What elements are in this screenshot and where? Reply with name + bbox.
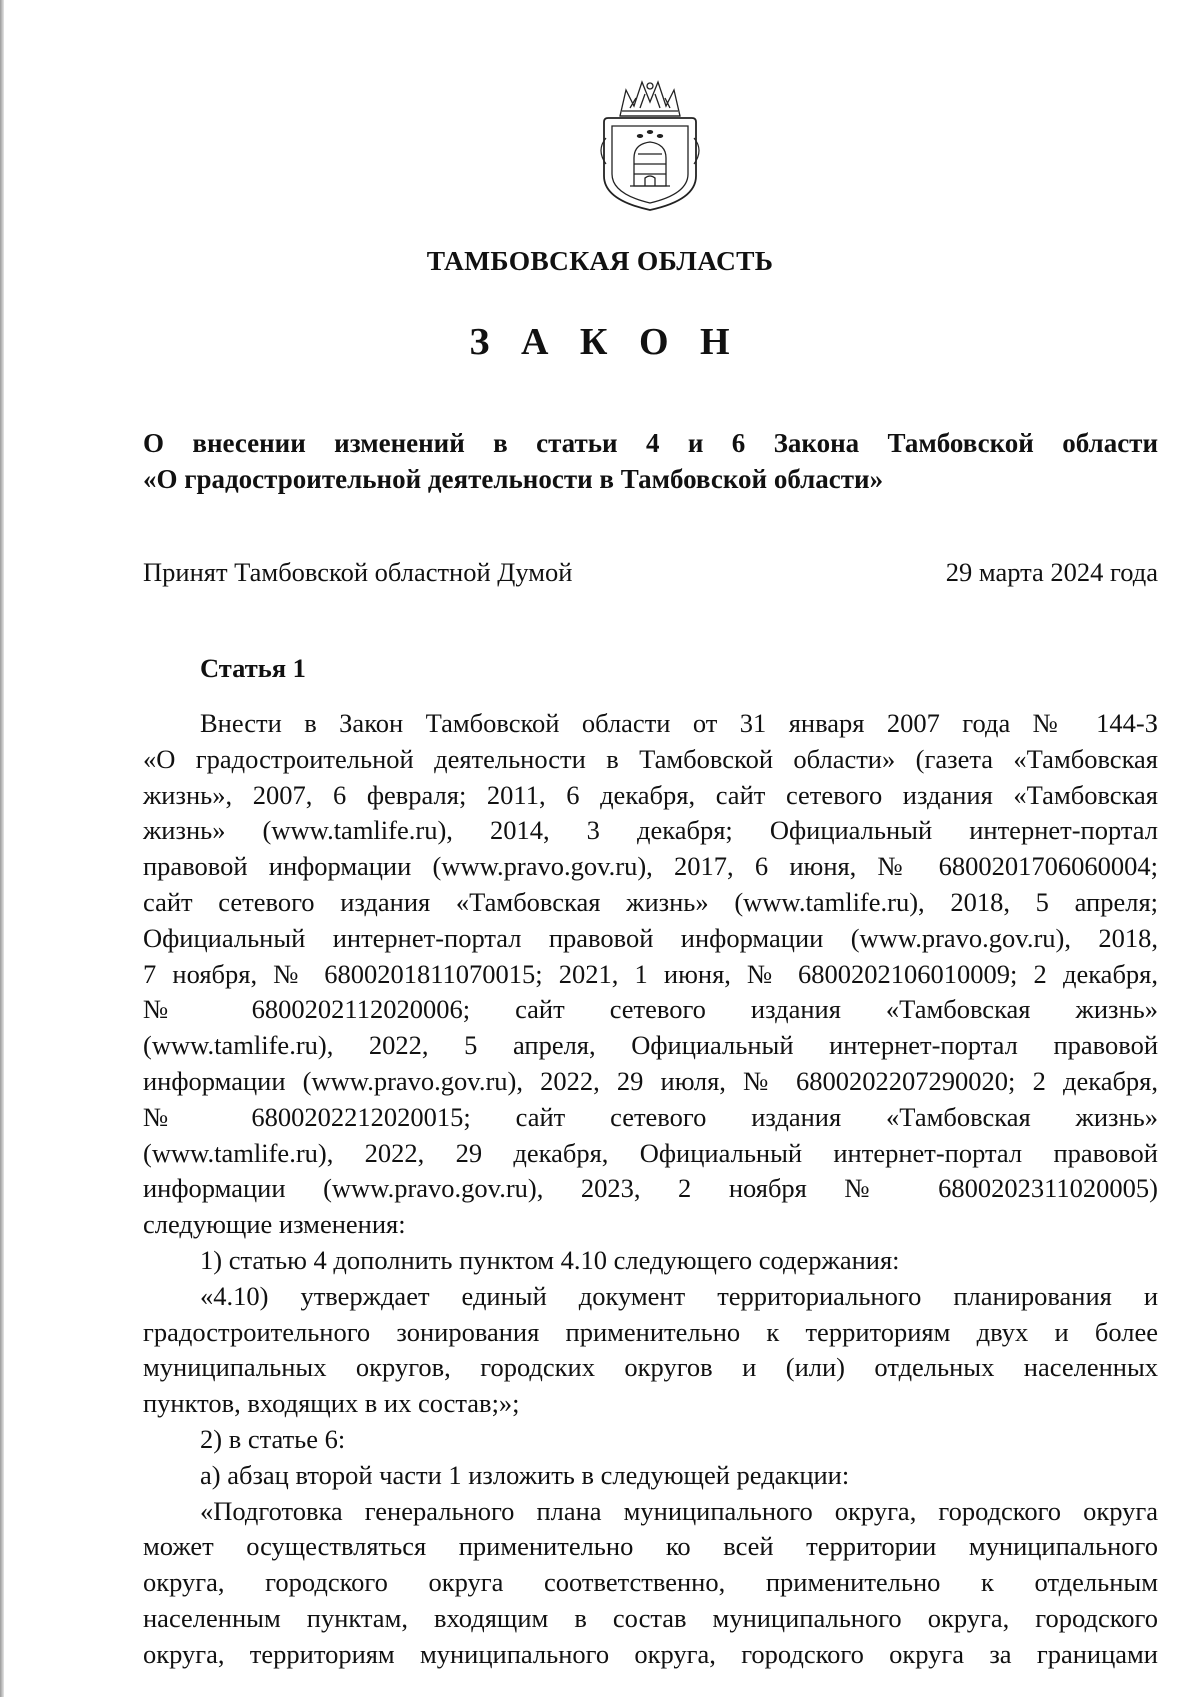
article-line: округа, городского округа соответственно, применительно к отдельным (143, 1567, 1158, 1598)
adopted-by: Принят Тамбовской областной Думой (143, 557, 573, 587)
article-line: Официальный интернет-портал правовой информации (www.pravo.gov.ru), 2018, (143, 922, 1158, 953)
law-title (143, 425, 1158, 497)
article-line: № 6800202212020015; сайт сетевого издания «Тамбовская жизнь» (143, 1101, 1158, 1132)
article-line: «Подготовка генерального плана муниципального округа, городского округа (200, 1495, 1158, 1526)
article-line: жизнь», 2007, 6 февраля; 2011, 6 декабря, сайт сетевого издания «Тамбовская (143, 779, 1158, 810)
law-title-line-1: О внесении изменений в статьи 4 и 6 Закона Тамбовской области (143, 428, 1158, 458)
article-line: населенным пунктам, входящим в состав муниципального округа, городского (143, 1602, 1158, 1633)
article-line: Внести в Закон Тамбовской области от 31 января 2007 года № 144-З (200, 708, 1158, 738)
article-line: а) абзац второй части 1 изложить в следующей редакции: (200, 1459, 850, 1490)
article-body (143, 706, 1158, 1673)
article-line: жизнь» (www.tamlife.ru), 2014, 3 декабря; Официальный интернет-портал (143, 815, 1158, 846)
article-line: (www.tamlife.ru), 2022, 29 декабря, Официальный интернет-портал правовой (143, 1137, 1158, 1168)
article-line: «4.10) утверждает единый документ территориального планирования и (200, 1280, 1158, 1311)
article-line: 7 ноября, № 6800201811070015; 2021, 1 июня, № 6800202106010009; 2 декабря, (143, 958, 1158, 989)
article-line: может осуществляться применительно ко всей территории муниципального (143, 1531, 1158, 1562)
article-line: «О градостроительной деятельности в Тамбовской области» (газета «Тамбовская (143, 743, 1158, 774)
adoption-row (143, 557, 1158, 588)
law-title-line-2: «О градостроительной деятельности в Тамбовской области» (143, 464, 884, 494)
article-line: 1) статью 4 дополнить пунктом 4.10 следующего содержания: (200, 1244, 900, 1275)
article-line: 2) в статье 6: (200, 1423, 346, 1454)
article-line: (www.tamlife.ru), 2022, 5 апреля, Официальный интернет-портал правовой (143, 1030, 1158, 1061)
article-line: округа, территориям муниципального округа, городского округа за границами (143, 1638, 1158, 1669)
adoption-date: 29 марта 2024 года (945, 557, 1158, 587)
article-line: сайт сетевого издания «Тамбовская жизнь» (www.tamlife.ru), 2018, 5 апреля; (143, 886, 1158, 917)
article-line: правовой информации (www.pravo.gov.ru), 2017, 6 июня, № 6800201706060004; (143, 851, 1158, 882)
article-line: следующие изменения: (143, 1209, 406, 1240)
article-line: пунктов, входящих в их состав;»; (143, 1388, 520, 1419)
article-line: градостроительного зонирования применительно к территориям двух и более (143, 1316, 1158, 1347)
article-line: информации (www.pravo.gov.ru), 2022, 29 июля, № 6800202207290020; 2 декабря, (143, 1065, 1158, 1096)
coat-of-arms-icon (590, 78, 710, 213)
article-line: № 6800202112020006; сайт сетевого издания «Тамбовская жизнь» (143, 994, 1158, 1025)
document-type: З А К О Н (469, 321, 741, 363)
article-line: муниципальных округов, городских округов и (или) отдельных населенных (143, 1352, 1158, 1383)
region-name: ТАМБОВСКАЯ ОБЛАСТЬ (426, 245, 774, 276)
article-heading: Статья 1 (200, 653, 306, 683)
article-line: информации (www.pravo.gov.ru), 2023, 2 ноября № 6800202311020005) (143, 1173, 1158, 1204)
